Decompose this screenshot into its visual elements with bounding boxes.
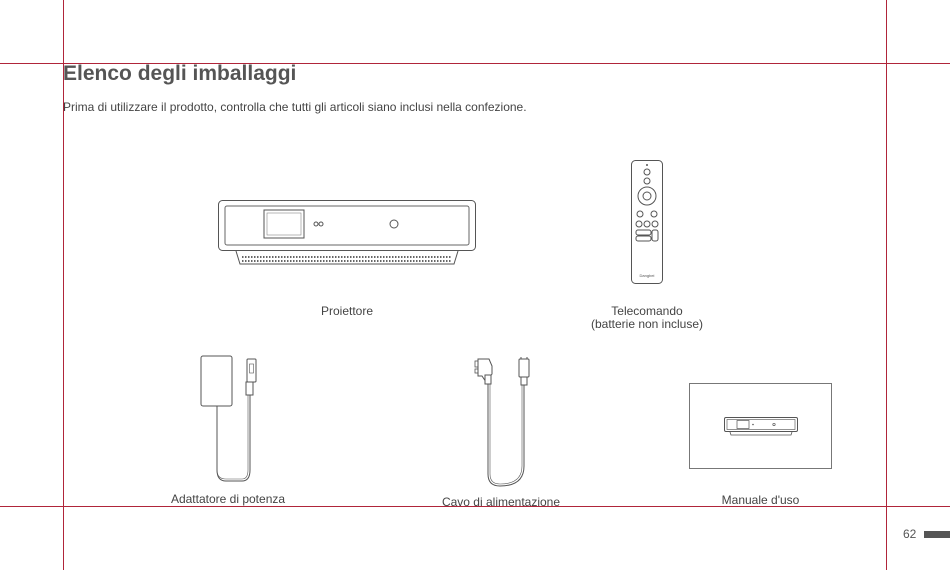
cable-label: Cavo di alimentazione [441, 495, 561, 509]
page-marker-bar [924, 531, 950, 538]
remote-label [562, 305, 732, 331]
projector-illustration [218, 200, 476, 266]
page-title: Elenco degli imballaggi [63, 62, 297, 85]
page-number: 62 [903, 527, 917, 541]
adapter-label: Adattatore di potenza [170, 492, 286, 506]
remote-brand-text: Dangbei [639, 273, 655, 278]
adapter-illustration [200, 355, 262, 485]
remote-label-line2: (batterie non incluse) [590, 317, 704, 331]
guide-line-right [886, 0, 887, 570]
remote-label-line1: Telecomando [611, 304, 683, 318]
cable-illustration [468, 356, 540, 488]
remote-illustration [631, 160, 663, 284]
manual-projector-icon [724, 417, 798, 436]
projector-label: Proiettore [320, 304, 374, 318]
intro-text: Prima di utilizzare il prodotto, controlla che tutti gli articoli siano inclusi nella confezione. [63, 100, 527, 114]
manual-label: Manuale d'uso [721, 493, 800, 507]
